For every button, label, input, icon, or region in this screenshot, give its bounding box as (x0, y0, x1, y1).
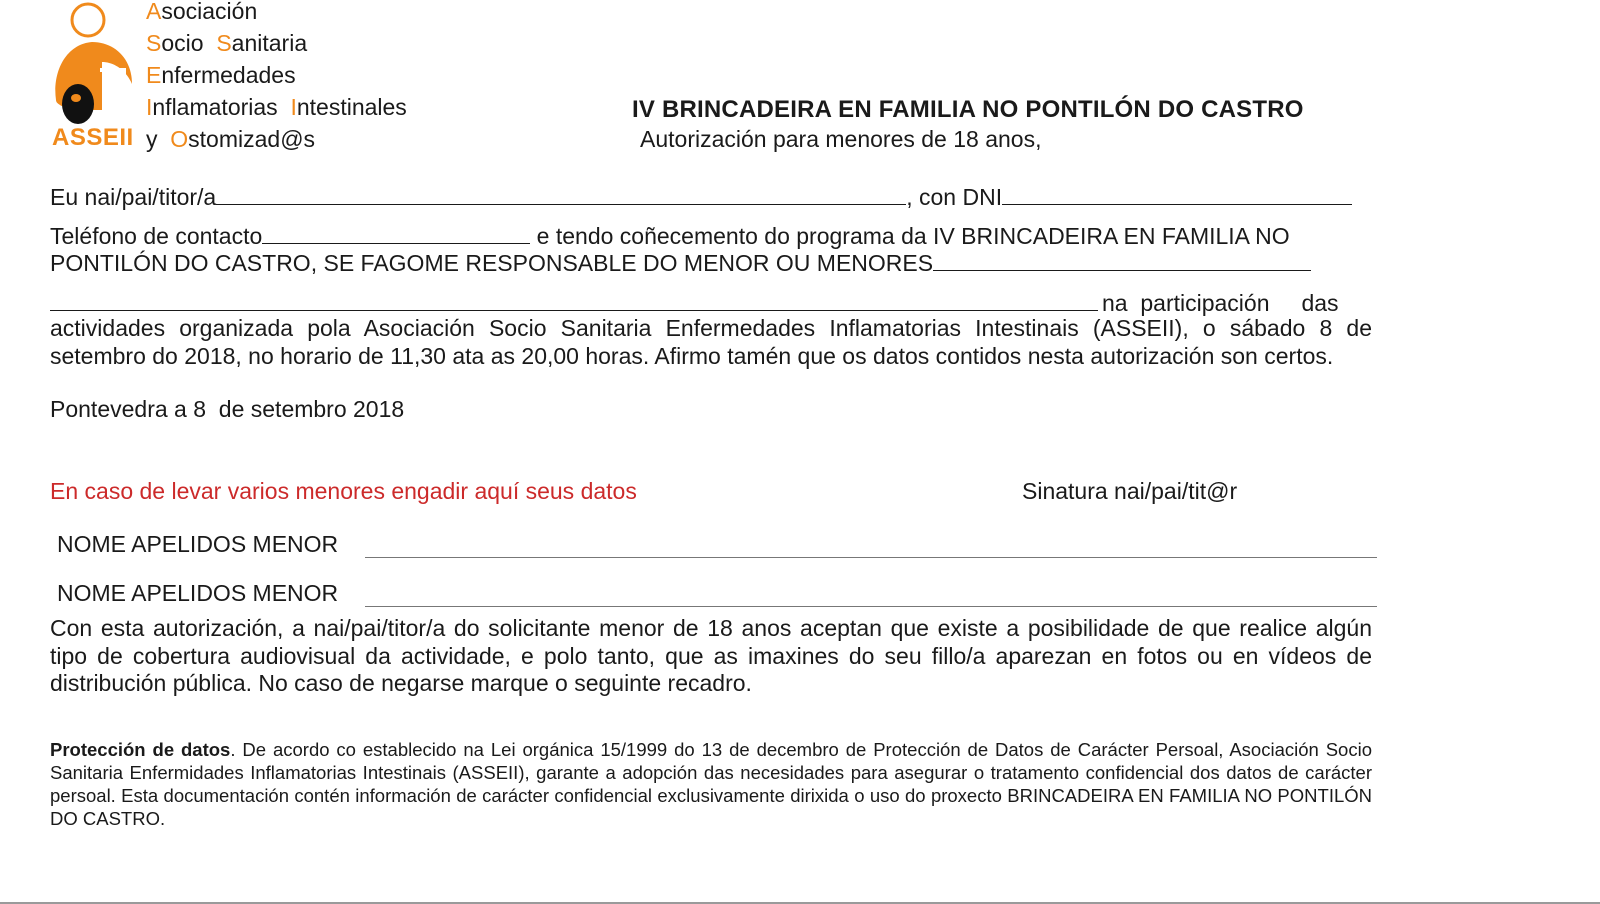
participation-row (50, 288, 1372, 317)
minors-field-continued[interactable] (50, 288, 1098, 311)
minor-name-label: NOME APELIDOS MENOR (57, 580, 339, 606)
org-line: Socio Sanitaria (146, 30, 308, 56)
responsible-row (50, 248, 1311, 277)
authorization-body: actividades organizada pola Asociación Socio Sanitaria Enfermedades Inflamatorias Intestinais (ASSEII), o sábado 8 de setembro do 2018, no horario de 11,30 ata as 20,00 horas. Afirmo tamén que os datos contidos nesta autorización son certos. (50, 315, 1372, 369)
org-line: Enfermedades (146, 62, 296, 88)
org-name (146, 0, 407, 155)
participation-text: na participación das (1102, 290, 1339, 316)
page-subtitle: Autorización para menores de 18 anos, (640, 126, 1042, 152)
extra-minors-note: En caso de levar varios menores engadir aquí seus datos (50, 478, 637, 504)
phone-field[interactable] (262, 221, 530, 244)
org-line: Asociación (146, 0, 258, 24)
org-line: y Ostomizad@s (146, 126, 316, 152)
consent-paragraph: Con esta autorización, a nai/pai/titor/a do solicitante menor de 18 anos aceptan que existe a posibilidade de que realice algún tipo de cobertura audiovisual da actividade, e polo tanto, que as imaxines do seu fillo/a aparezan en fotos ou en vídeos de distribución pública. No caso de negarse marque o seguinte recadro. (50, 615, 1372, 696)
dni-label: , con DNI (906, 184, 1003, 210)
page-title: IV BRINCADEIRA EN FAMILIA NO PONTILÓN DO CASTRO (632, 96, 1304, 123)
minor-name-row[interactable] (57, 580, 1377, 610)
minor-name-line (365, 557, 1377, 558)
guardian-row (50, 182, 1352, 211)
data-protection-text: . De acordo co establecido na Lei orgánica 15/1999 do 13 de decembro de Protección de Datos de Carácter Persoal, Asociación Socio Sanitaria Enfermidades Inflamatorias Intestinais (ASSEII), garante a adopción das necesidades para asegurar o tratamento confidencial dos datos de carácter persoal. Esta documentación contén información de carácter confidencial exclusivamente dirixida o uso do proxecto BRINCADEIRA EN FAMILIA NO PONTILÓN DO CASTRO. (50, 739, 1372, 829)
org-line: Inflamatorias Intestinales (146, 94, 407, 120)
minor-name-label: NOME APELIDOS MENOR (57, 531, 339, 557)
responsible-text: PONTILÓN DO CASTRO, SE FAGOME RESPONSABLE DO MENOR OU MENORES (50, 250, 934, 276)
guardian-label: Eu nai/pai/titor/a (50, 184, 217, 210)
logo-text: ASSEII (52, 124, 134, 151)
org-logo (48, 0, 140, 156)
minor-name-row[interactable] (57, 531, 1377, 561)
place-date: Pontevedra a 8 de setembro 2018 (50, 396, 405, 422)
phone-rest: e tendo coñecemento do programa da IV BRINCADEIRA EN FAMILIA NO (530, 223, 1290, 249)
minor-name-line (365, 606, 1377, 607)
signature-label: Sinatura nai/pai/tit@r (1022, 478, 1238, 504)
dni-field[interactable] (1002, 182, 1352, 205)
guardian-name-field[interactable] (216, 182, 906, 205)
minors-field[interactable] (933, 248, 1311, 271)
data-protection-notice (50, 738, 1372, 830)
logo-figure-icon (48, 0, 140, 130)
phone-row (50, 221, 1380, 250)
data-protection-heading: Protección de datos (50, 739, 231, 760)
phone-label: Teléfono de contacto (50, 223, 263, 249)
